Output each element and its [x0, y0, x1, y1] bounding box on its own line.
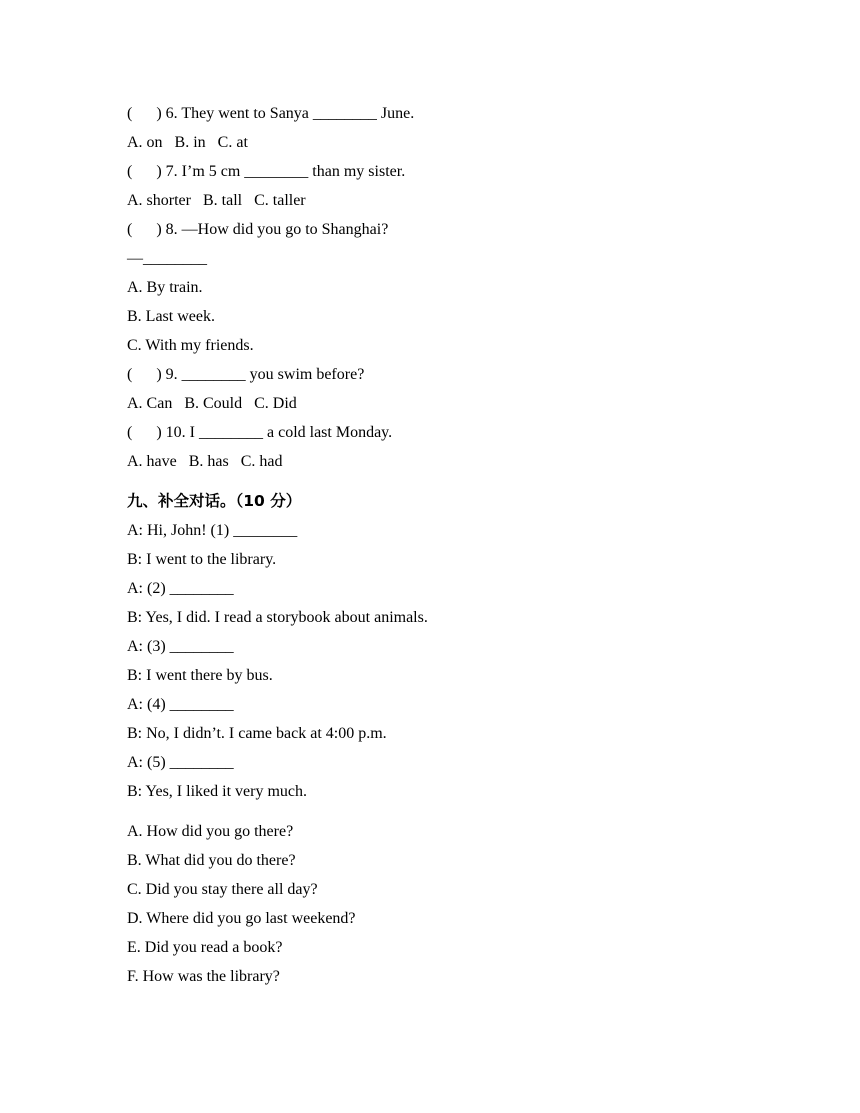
question-8-answer-line: —________ — [127, 250, 207, 267]
question-6-stem: ( ) 6. They went to Sanya ________ June. — [127, 105, 415, 122]
dialogue-line: B: Yes, I liked it very much. — [127, 783, 307, 800]
choice-f: F. How was the library? — [127, 968, 280, 985]
question-9-options: A. Can B. Could C. Did — [127, 395, 297, 412]
question-8-stem: ( ) 8. —How did you go to Shanghai? — [127, 221, 389, 238]
dialogue-line: A: (3) ________ — [127, 638, 234, 655]
dialogue-line: A: (4) ________ — [127, 696, 234, 713]
dialogue-line: A: (5) ________ — [127, 754, 234, 771]
section-nine-heading: 九、补全对话。（10 分） — [127, 492, 302, 510]
dialogue-line: B: I went there by bus. — [127, 667, 273, 684]
question-10-stem: ( ) 10. I ________ a cold last Monday. — [127, 424, 393, 441]
dialogue-line: B: No, I didn’t. I came back at 4:00 p.m. — [127, 725, 387, 742]
dialogue-line: A: Hi, John! (1) ________ — [127, 522, 298, 539]
dialogue-line: A: (2) ________ — [127, 580, 234, 597]
question-9-stem: ( ) 9. ________ you swim before? — [127, 366, 365, 383]
choice-d: D. Where did you go last weekend? — [127, 910, 356, 927]
dialogue — [127, 516, 747, 806]
question-8-option-c: C. With my friends. — [127, 337, 254, 354]
question-7-options: A. shorter B. tall C. taller — [127, 192, 306, 209]
choice-b: B. What did you do there? — [127, 852, 296, 869]
question-7-stem: ( ) 7. I’m 5 cm ________ than my sister. — [127, 163, 406, 180]
choice-e: E. Did you read a book? — [127, 939, 283, 956]
dialogue-line: B: Yes, I did. I read a storybook about animals. — [127, 609, 428, 626]
dialogue-line: B: I went to the library. — [127, 551, 277, 568]
choice-c: C. Did you stay there all day? — [127, 881, 318, 898]
question-8-option-b: B. Last week. — [127, 308, 215, 325]
answer-choices — [127, 817, 747, 991]
spacer — [127, 806, 747, 817]
choice-a: A. How did you go there? — [127, 823, 294, 840]
question-6-options: A. on B. in C. at — [127, 134, 248, 151]
question-10-options: A. have B. has C. had — [127, 453, 283, 470]
question-8-option-a: A. By train. — [127, 279, 203, 296]
worksheet-page — [127, 99, 747, 991]
